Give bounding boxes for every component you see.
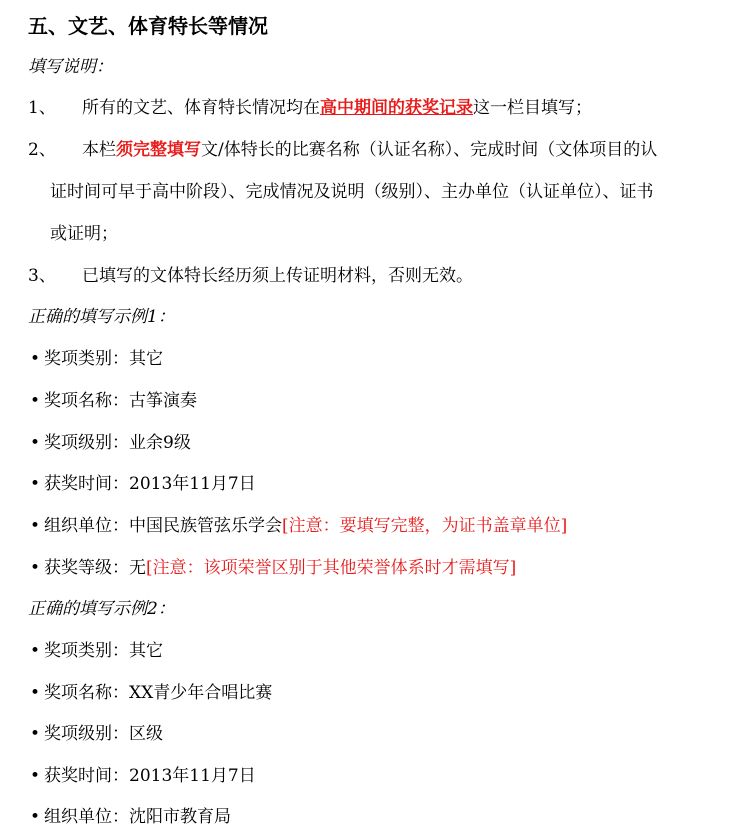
instruction-number: 1、: [28, 98, 56, 118]
item-key: 组织单位：: [44, 807, 129, 827]
item-value: 沈阳市教育局: [129, 807, 231, 827]
item-key: 获奖时间：: [44, 474, 129, 494]
item-value: 区级: [129, 724, 163, 744]
item-value: 无: [129, 558, 146, 578]
bullet: •: [30, 724, 41, 744]
item-note: [注意：该项荣誉区别于其他荣誉体系时才需填写]: [146, 558, 517, 578]
bullet: •: [30, 807, 41, 827]
item-key: 奖项级别：: [44, 724, 129, 744]
item-key: 获奖时间：: [44, 766, 129, 786]
instruction-text: 所有的文艺、体育特长情况均在: [82, 98, 320, 118]
item-key: 奖项类别：: [44, 349, 129, 369]
instruction-text: 这一栏目填写；: [473, 98, 592, 118]
instruction-highlight: 高中期间的获奖记录: [320, 98, 473, 118]
bullet: •: [30, 558, 41, 578]
item-key: 获奖等级：: [44, 558, 129, 578]
item-value: 业余9级: [129, 433, 191, 453]
item-key: 组织单位：: [44, 516, 129, 536]
item-value: 其它: [129, 641, 163, 661]
item-key: 奖项名称：: [44, 391, 129, 411]
bullet: •: [30, 349, 41, 369]
example-1-label: 正确的填写示例1：: [28, 307, 175, 327]
instruction-number: 2、: [28, 140, 56, 160]
item-value: 中国民族管弦乐学会: [129, 516, 282, 536]
bullet: •: [30, 516, 41, 536]
instruction-2-line-3: 或证明；: [50, 224, 118, 244]
list-item: [30, 553, 516, 578]
bullet: •: [30, 641, 41, 661]
list-item: [30, 386, 197, 411]
bullet: •: [30, 391, 41, 411]
instruction-3: 已填写的文体特长经历须上传证明材料，否则无效。: [82, 266, 473, 286]
instructions-label: 填写说明：: [28, 57, 113, 77]
section-title: 五、文艺、体育特长等情况: [28, 14, 268, 38]
instruction-2-line-1: [82, 135, 657, 160]
instruction-text: 本栏: [82, 140, 116, 160]
list-item: [30, 719, 163, 744]
list-item: [30, 802, 231, 827]
list-item: [30, 761, 256, 786]
instruction-2-line-2: 证时间可早于高中阶段）、完成情况及说明（级别）、主办单位（认证单位）、证书: [50, 182, 654, 202]
list-item: [30, 344, 163, 369]
item-value: 2013年11月7日: [129, 766, 256, 786]
list-item: [30, 469, 256, 494]
example-2-label: 正确的填写示例2：: [28, 599, 175, 619]
item-value: 其它: [129, 349, 163, 369]
item-key: 奖项级别：: [44, 433, 129, 453]
item-value: XX青少年合唱比赛: [129, 683, 273, 703]
list-item: [30, 428, 191, 453]
instruction-text: 文/体特长的比赛名称（认证名称）、完成时间（文体项目的认: [201, 140, 658, 160]
instruction-highlight: 须完整填写: [116, 140, 201, 160]
bullet: •: [30, 474, 41, 494]
bullet: •: [30, 683, 41, 703]
list-item: [30, 636, 163, 661]
item-key: 奖项类别：: [44, 641, 129, 661]
list-item: [30, 678, 272, 703]
bullet: •: [30, 766, 41, 786]
item-value: 2013年11月7日: [129, 474, 256, 494]
item-value: 古筝演奏: [129, 391, 197, 411]
item-note: [注意：要填写完整，为证书盖章单位]: [282, 516, 568, 536]
instruction-number: 3、: [28, 266, 56, 286]
item-key: 奖项名称：: [44, 683, 129, 703]
bullet: •: [30, 433, 41, 453]
instruction-1: [82, 93, 592, 118]
list-item: [30, 511, 567, 536]
